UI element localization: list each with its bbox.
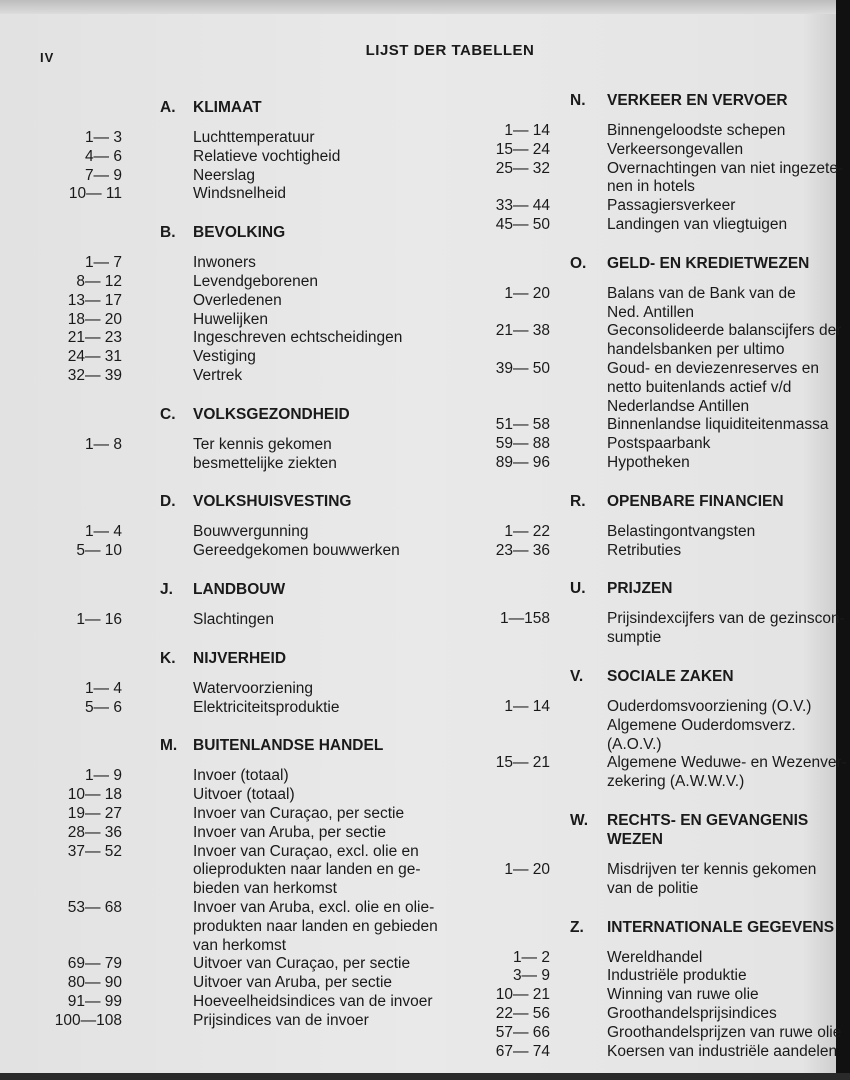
table-range: 100—108 [54, 1011, 122, 1029]
toc-entry [40, 993, 440, 1012]
entry-line: Misdrijven ter kennis gekomen [607, 860, 817, 878]
section-letter: R. [570, 492, 586, 510]
entry-line: Groothandelsprijsindices [607, 1004, 777, 1022]
entry-description [193, 348, 440, 367]
entry-line: Ingeschreven echtscheidingen [193, 329, 403, 347]
entry-description [607, 1024, 850, 1043]
section-heading [470, 492, 850, 511]
section-title: LANDBOUW [193, 580, 286, 598]
entry-description [193, 611, 440, 630]
entry-description [607, 122, 850, 141]
entry-line: Koersen van industriële aandelen [607, 1042, 838, 1060]
toc-entry [40, 611, 440, 630]
toc-entry [470, 285, 850, 323]
entry-description [607, 1005, 850, 1024]
table-range: 10— 21 [495, 986, 550, 1004]
toc-entry [470, 141, 850, 160]
table-range: 22— 56 [495, 1004, 550, 1022]
table-range: 1—158 [500, 610, 550, 628]
table-range: 1— 4 [84, 523, 122, 541]
entry-description [193, 292, 440, 311]
entry-line: Levendgeborenen [193, 272, 318, 290]
table-range: 24— 31 [67, 348, 122, 366]
toc-entry [40, 185, 440, 204]
table-range: 45— 50 [495, 215, 550, 233]
entry-line: Binnenlandse liquiditeitenmassa [607, 416, 829, 434]
entry-description [193, 436, 440, 474]
table-range: 59— 88 [495, 435, 550, 453]
entry-line: produkten naar landen en gebieden [193, 917, 438, 935]
entry-line: Verkeersongevallen [607, 140, 744, 158]
section-title: VOLKSGEZONDHEID [193, 405, 350, 423]
toc-section [470, 91, 850, 235]
entry-description [193, 1012, 440, 1031]
section-title: KLIMAAT [193, 99, 262, 116]
toc-entry [470, 360, 850, 416]
entry-description [193, 311, 440, 330]
toc-section [40, 736, 440, 1030]
toc-entry [470, 197, 850, 216]
toc-section [40, 223, 440, 386]
section-title: BUITENLANDSE HANDEL [193, 737, 384, 755]
toc-section [40, 405, 440, 474]
table-range: 18— 20 [67, 310, 122, 328]
entry-description [607, 523, 850, 542]
entry-line: Slachtingen [193, 610, 275, 628]
entry-line: Goud- en deviezenreserves en [607, 359, 819, 377]
table-range: 1— 2 [512, 948, 550, 966]
toc-entry [470, 122, 850, 141]
entry-description [193, 767, 440, 786]
section-letter: W. [570, 811, 589, 829]
toc-section [470, 254, 850, 473]
section-heading [40, 736, 440, 755]
entry-line: Invoer van Curaçao, excl. olie en [193, 842, 419, 860]
section-letter: Z. [570, 918, 584, 936]
section-title: VOLKSHUISVESTING [193, 493, 352, 511]
entry-line: Hoeveelheidsindices van de invoer [193, 992, 433, 1010]
table-range: 80— 90 [67, 974, 122, 992]
entry-line: Watervoorziening [193, 679, 314, 697]
entry-line: handelsbanken per ultimo [607, 341, 785, 359]
section-letter: C. [160, 405, 176, 423]
entry-description [607, 416, 850, 435]
entry-line: Luchttemperatuur [193, 129, 315, 146]
section-letter: D. [160, 493, 176, 511]
left-column [40, 98, 440, 1050]
toc-entry [470, 216, 850, 235]
entry-line: Windsnelheid [193, 185, 287, 203]
table-range: 1— 14 [504, 697, 550, 715]
toc-entry [470, 322, 850, 360]
entry-line: Relatieve vochtigheid [193, 147, 341, 165]
entry-description [193, 899, 440, 955]
toc-entry [40, 542, 440, 561]
entry-line: sumptie [607, 629, 662, 647]
entry-description [193, 167, 440, 186]
entry-description [607, 216, 850, 235]
section-letter: U. [570, 580, 586, 598]
entry-description [607, 285, 850, 323]
entry-description [607, 435, 850, 454]
toc-entry [40, 292, 440, 311]
page-title: LIJST DER TABELLEN [365, 42, 535, 59]
toc-section [470, 811, 850, 899]
table-range: 4— 6 [84, 147, 122, 165]
page-number: IV [40, 50, 55, 65]
toc-entry [470, 1024, 850, 1043]
table-range: 39— 50 [495, 359, 550, 377]
section-heading [470, 579, 850, 598]
entry-line: Retributies [607, 541, 682, 559]
entry-description [193, 699, 440, 718]
table-range: 23— 36 [495, 541, 550, 559]
entry-line: Landingen van vliegtuigen [607, 215, 788, 233]
entry-description [607, 542, 850, 561]
toc-entry [40, 348, 440, 367]
entry-description [607, 1043, 850, 1062]
toc-section [40, 492, 440, 561]
section-title: PRIJZEN [607, 580, 673, 598]
section-heading [40, 580, 440, 599]
entry-line: Invoer van Aruba, per sectie [193, 823, 387, 841]
table-range: 8— 12 [76, 272, 122, 290]
section-heading [40, 405, 440, 424]
table-range: 1— 9 [84, 767, 122, 785]
section-heading [470, 91, 850, 110]
entry-line: Nederlandse Antillen [607, 397, 750, 415]
toc-entry [470, 967, 850, 986]
toc-entry [470, 523, 850, 542]
toc-entry [40, 436, 440, 474]
table-range: 67— 74 [495, 1042, 550, 1060]
table-range: 7— 9 [84, 166, 122, 184]
table-range: 1— 3 [84, 129, 122, 146]
entry-line: van de politie [607, 879, 699, 897]
entry-description [193, 254, 440, 273]
toc-entry [40, 273, 440, 292]
toc-entry [470, 542, 850, 561]
entry-line: Gereedgekomen bouwwerken [193, 542, 400, 560]
section-heading [40, 98, 440, 117]
toc-entry [40, 699, 440, 718]
toc-entry [40, 1012, 440, 1031]
toc-entry [40, 129, 440, 148]
table-range: 5— 10 [76, 542, 122, 560]
toc-section [40, 98, 440, 204]
section-letter: J. [160, 580, 173, 598]
entry-description [193, 993, 440, 1012]
toc-entry [40, 523, 440, 542]
entry-description [607, 454, 850, 473]
entry-line: Binnengeloodste schepen [607, 122, 786, 139]
entry-line: Passagiersverkeer [607, 197, 736, 215]
entry-description [193, 955, 440, 974]
entry-line: Uitvoer (totaal) [193, 786, 295, 804]
entry-line: Overledenen [193, 291, 282, 309]
entry-line: Industriële produktie [607, 967, 747, 985]
section-letter: V. [570, 667, 584, 685]
entry-description [193, 974, 440, 993]
entry-description [193, 843, 440, 899]
section-title: SOCIALE ZAKEN [607, 667, 734, 685]
section-heading [40, 223, 440, 242]
table-range: 21— 23 [67, 329, 122, 347]
toc-entry [470, 1005, 850, 1024]
entry-description [193, 273, 440, 292]
table-range: 51— 58 [495, 416, 550, 434]
toc-entry [40, 367, 440, 386]
entry-line: nen in hotels [607, 178, 695, 196]
toc-entry [470, 698, 850, 754]
entry-line: van herkomst [193, 936, 287, 954]
toc-entry [470, 861, 850, 899]
table-range: 33— 44 [495, 197, 550, 215]
section-letter: M. [160, 737, 178, 755]
section-title: NIJVERHEID [193, 649, 287, 667]
table-range: 10— 18 [67, 786, 122, 804]
toc-section [40, 580, 440, 630]
toc-entry [470, 754, 850, 792]
entry-description [193, 805, 440, 824]
toc-entry [40, 148, 440, 167]
table-range: 1— 7 [84, 254, 122, 272]
table-range: 13— 17 [67, 291, 122, 309]
table-range: 1— 4 [84, 679, 122, 697]
table-range: 1— 14 [504, 122, 550, 139]
toc-entry [470, 454, 850, 473]
toc-entry [470, 986, 850, 1005]
toc-entry [40, 329, 440, 348]
table-range: 37— 52 [67, 842, 122, 860]
toc-section [470, 579, 850, 648]
section-letter: N. [570, 92, 586, 109]
entry-line: olieprodukten naar landen en ge- [193, 861, 421, 879]
entry-line: Postspaarbank [607, 435, 711, 453]
entry-line: Winning van ruwe olie [607, 986, 759, 1004]
toc-entry [40, 786, 440, 805]
toc-entry [470, 435, 850, 454]
entry-description [607, 986, 850, 1005]
entry-description [607, 160, 850, 198]
table-range: 1— 16 [76, 610, 122, 628]
section-title: OPENBARE FINANCIEN [607, 492, 784, 510]
table-range: 15— 21 [495, 754, 550, 772]
section-heading [40, 649, 440, 668]
entry-line: Balans van de Bank van de [607, 284, 796, 302]
section-title: GELD- EN KREDIETWEZEN [607, 254, 810, 272]
entry-line: Invoer van Aruba, excl. olie en olie- [193, 898, 435, 916]
entry-description [607, 322, 850, 360]
entry-description [193, 523, 440, 542]
section-heading [470, 254, 850, 273]
entry-line: besmettelijke ziekten [193, 454, 337, 472]
table-range: 57— 66 [495, 1023, 550, 1041]
table-range: 15— 24 [495, 140, 550, 158]
entry-line: Ned. Antillen [607, 303, 695, 321]
section-title: BEVOLKING [193, 224, 286, 242]
entry-line: Elektriciteitsproduktie [193, 698, 340, 716]
entry-line: zekering (A.W.W.V.) [607, 773, 745, 791]
table-range: 10— 11 [68, 185, 122, 203]
entry-description [607, 141, 850, 160]
toc-entry [40, 899, 440, 955]
section-title: INTERNATIONALE GEGEVENS [607, 918, 835, 936]
toc-entry [470, 1043, 850, 1062]
toc-entry [40, 843, 440, 899]
entry-line: Ter kennis gekomen [193, 435, 332, 453]
entry-description [607, 949, 850, 968]
toc-entry [470, 416, 850, 435]
table-range: 32— 39 [67, 366, 122, 384]
table-range: 53— 68 [67, 898, 122, 916]
toc-entry [40, 311, 440, 330]
table-range: 5— 6 [84, 698, 122, 716]
entry-line: netto buitenlands actief v/d [607, 378, 792, 396]
entry-description [607, 861, 850, 899]
entry-description [193, 786, 440, 805]
toc-entry [40, 824, 440, 843]
table-range: 25— 32 [495, 159, 550, 177]
section-heading [470, 667, 850, 686]
toc-entry [470, 160, 850, 198]
entry-line: Prijsindexcijfers van de gezinscon- [607, 610, 845, 628]
entry-description [607, 197, 850, 216]
section-letter: O. [570, 254, 587, 272]
table-range: 28— 36 [67, 823, 122, 841]
toc-entry [40, 974, 440, 993]
entry-description [193, 185, 440, 204]
entry-description [607, 698, 850, 754]
toc-section [470, 918, 850, 1062]
table-range: 91— 99 [67, 992, 122, 1010]
entry-description [193, 680, 440, 699]
entry-line: Algemene Weduwe- en Wezenver- [607, 754, 847, 772]
entry-line: Belastingontvangsten [607, 522, 756, 540]
table-range: 69— 79 [67, 955, 122, 973]
section-heading [40, 492, 440, 511]
entry-line: Uitvoer van Aruba, per sectie [193, 974, 393, 992]
table-range: 19— 27 [67, 804, 122, 822]
table-range: 1— 20 [504, 284, 550, 302]
entry-line: Algemene Ouderdomsverz. [607, 716, 796, 734]
toc-entry [40, 167, 440, 186]
entry-description [193, 824, 440, 843]
section-heading [470, 811, 850, 849]
toc-entry [40, 254, 440, 273]
entry-description [193, 542, 440, 561]
entry-line: Groothandelsprijzen van ruwe olie [607, 1023, 842, 1041]
entry-description [607, 754, 850, 792]
section-letter: K. [160, 649, 176, 667]
right-column [470, 91, 850, 1080]
table-range: 3— 9 [512, 967, 550, 985]
entry-line: Vertrek [193, 366, 243, 384]
toc-section [470, 492, 850, 561]
toc-entry [40, 767, 440, 786]
entry-line: Bouwvergunning [193, 523, 309, 541]
toc-entry [40, 680, 440, 699]
entry-line: Inwoners [193, 254, 256, 272]
table-range: 21— 38 [495, 322, 550, 340]
toc-entry [470, 949, 850, 968]
entry-line: bieden van herkomst [193, 880, 337, 898]
section-letter: A. [160, 99, 176, 116]
toc-entry [470, 610, 850, 648]
toc-entry [40, 805, 440, 824]
entry-line: Wereldhandel [607, 948, 703, 966]
entry-line: Geconsolideerde balanscijfers der [607, 322, 842, 340]
table-range: 1— 8 [84, 435, 122, 453]
section-letter: B. [160, 224, 176, 242]
section-heading [470, 918, 850, 937]
entry-description [607, 967, 850, 986]
section-title: RECHTS- EN GEVANGENIS WEZEN [607, 811, 809, 848]
entry-line: Invoer van Curaçao, per sectie [193, 804, 405, 822]
toc-section [40, 649, 440, 718]
entry-line: Hypotheken [607, 453, 690, 471]
entry-description [193, 367, 440, 386]
entry-line: Ouderdomsvoorziening (O.V.) [607, 697, 812, 715]
entry-line: Huwelijken [193, 310, 268, 328]
table-range: 1— 22 [504, 522, 550, 540]
toc-section [470, 667, 850, 792]
entry-description [193, 129, 440, 148]
section-title: VERKEER EN VERVOER [607, 92, 788, 109]
entry-line: Invoer (totaal) [193, 767, 289, 785]
entry-description [193, 329, 440, 348]
entry-line: Overnachtingen van niet ingezete- [607, 159, 844, 177]
table-range: 89— 96 [495, 453, 550, 471]
entry-line: Neerslag [193, 166, 256, 184]
entry-line: Prijsindices van de invoer [193, 1011, 369, 1029]
entry-description [193, 148, 440, 167]
entry-line: Vestiging [193, 348, 256, 366]
entry-line: (A.O.V.) [607, 735, 662, 753]
entry-description [607, 360, 850, 416]
toc-entry [40, 955, 440, 974]
entry-line: Uitvoer van Curaçao, per sectie [193, 955, 411, 973]
scan-top-border [0, 0, 850, 14]
table-range: 1— 20 [504, 860, 550, 878]
entry-description [607, 610, 850, 648]
